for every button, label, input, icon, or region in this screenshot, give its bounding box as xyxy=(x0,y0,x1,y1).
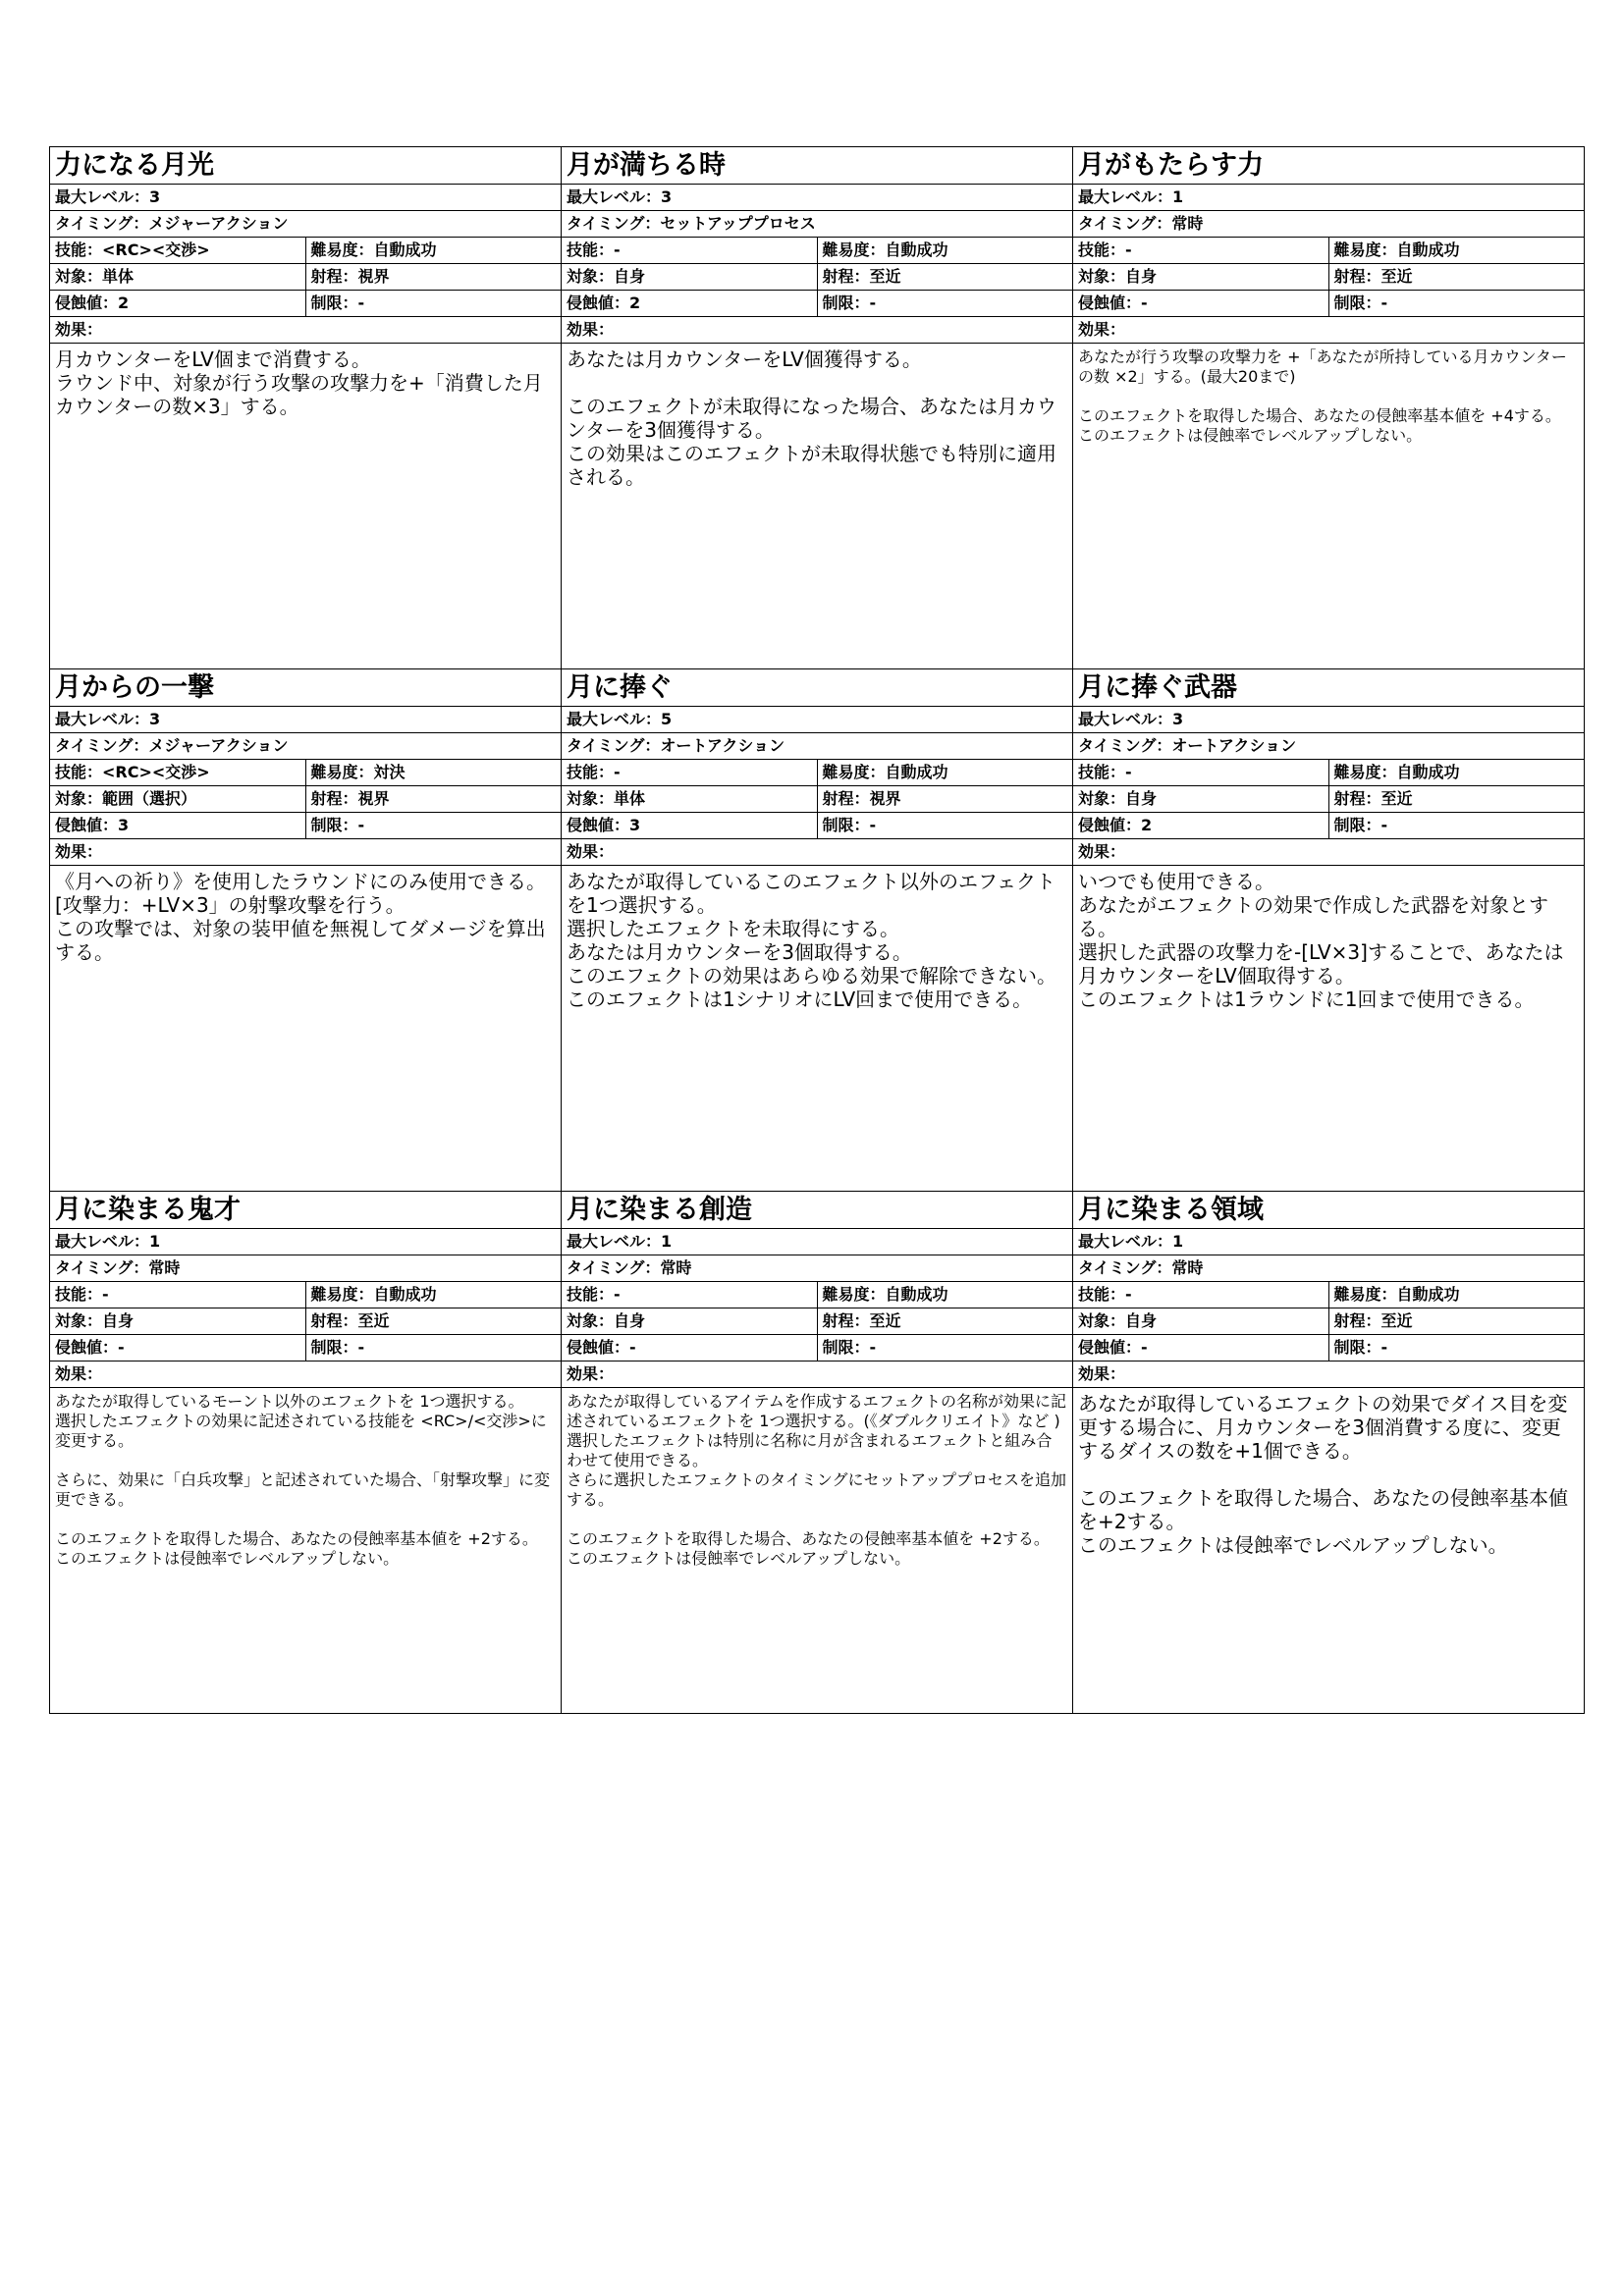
skill-row xyxy=(50,1282,561,1308)
effect-sheet xyxy=(49,146,1585,1714)
skill-label: 技能： xyxy=(567,240,615,259)
effect-card xyxy=(562,1192,1073,1714)
range-value: 至近 xyxy=(869,1311,901,1330)
limit-label: 制限： xyxy=(1333,1338,1381,1357)
difficulty-value: 自動成功 xyxy=(1396,1285,1460,1304)
target-label: 対象： xyxy=(1078,267,1126,286)
max-level-label: 最大レベル： xyxy=(567,1232,662,1251)
skill-row xyxy=(50,238,561,264)
target-value: 単体 xyxy=(614,789,646,808)
target-row xyxy=(1073,786,1584,813)
skill-label: 技能： xyxy=(567,1285,615,1304)
effect-name: 月に捧ぐ xyxy=(562,669,1072,707)
effect-label-row xyxy=(50,317,561,344)
erosion-value: 2 xyxy=(1141,816,1153,834)
difficulty-value: 自動成功 xyxy=(1396,240,1460,259)
range-value: 視界 xyxy=(357,267,390,286)
range-value: 至近 xyxy=(1380,1311,1413,1330)
max-level-row xyxy=(1073,1229,1584,1255)
target-label: 対象： xyxy=(567,267,615,286)
difficulty-label: 難易度： xyxy=(1333,240,1397,259)
target-row xyxy=(50,1308,561,1335)
limit-label: 制限： xyxy=(822,294,870,312)
effect-label: 効果： xyxy=(1078,1364,1126,1383)
limit-label: 制限： xyxy=(310,816,358,834)
target-row xyxy=(562,1308,1072,1335)
effect-label-row xyxy=(562,317,1072,344)
max-level-label: 最大レベル： xyxy=(55,710,150,728)
timing-label: タイミング： xyxy=(1078,736,1172,755)
max-level-label: 最大レベル： xyxy=(567,710,662,728)
range-value: 視界 xyxy=(357,789,390,808)
effect-name: 月がもたらす力 xyxy=(1073,147,1584,185)
range-value: 至近 xyxy=(1380,789,1413,808)
target-value: 自身 xyxy=(1125,789,1158,808)
timing-value: 常時 xyxy=(148,1258,181,1277)
target-label: 対象： xyxy=(55,789,103,808)
target-row xyxy=(50,264,561,291)
skill-label: 技能： xyxy=(55,240,103,259)
difficulty-value: 自動成功 xyxy=(373,1285,437,1304)
limit-value: - xyxy=(1380,816,1388,834)
erosion-value: 2 xyxy=(629,294,641,312)
erosion-row xyxy=(50,1335,561,1362)
target-row xyxy=(1073,1308,1584,1335)
max-level-label: 最大レベル： xyxy=(1078,1232,1173,1251)
timing-label: タイミング： xyxy=(1078,1258,1172,1277)
skill-row xyxy=(1073,760,1584,786)
erosion-label: 侵蝕値： xyxy=(55,1338,119,1357)
skill-label: 技能： xyxy=(55,1285,103,1304)
limit-value: - xyxy=(1380,294,1388,312)
effect-label-row xyxy=(1073,839,1584,866)
max-level-label: 最大レベル： xyxy=(1078,187,1173,206)
range-label: 射程： xyxy=(1333,267,1381,286)
difficulty-value: 自動成功 xyxy=(885,1285,948,1304)
limit-value: - xyxy=(1380,1338,1388,1357)
target-row xyxy=(562,264,1072,291)
timing-row xyxy=(50,733,561,760)
skill-value: - xyxy=(614,240,621,259)
effect-label: 効果： xyxy=(567,320,615,339)
target-value: 範囲（選択） xyxy=(102,789,197,808)
skill-value: <RC><交渉> xyxy=(102,240,210,259)
erosion-label: 侵蝕値： xyxy=(1078,294,1142,312)
limit-value: - xyxy=(357,816,365,834)
target-value: 単体 xyxy=(102,267,135,286)
difficulty-label: 難易度： xyxy=(1333,763,1397,781)
range-label: 射程： xyxy=(310,789,358,808)
effect-text: あなたが取得しているアイテムを作成するエフェクトの名称が効果に記述されているエフェクトを 1つ選択する。(《ダブルクリエイト》など ) 選択したエフェクトは特別に名称に月が含まれるエフェクトと組み合わせて使用できる。 さらに選択したエフェクトのタイミングにセットアッププロセスを追加する。 このエフェクトを取得した場合、あなたの侵蝕率基本値を +2する。 このエフェクトは侵蝕率でレベルアップしない。 xyxy=(567,1392,1066,1568)
max-level-row xyxy=(562,707,1072,733)
effect-text: あなたが取得しているこのエフェクト以外のエフェクトを1つ選択する。 選択したエフェクトを未取得にする。 あなたは月カウンターを3個取得する。 このエフェクトの効果はあらゆる効果で解除できない。 このエフェクトは1シナリオにLV回まで使用できる。 xyxy=(567,870,1056,1011)
difficulty-label: 難易度： xyxy=(310,763,374,781)
max-level-value: 5 xyxy=(661,710,673,728)
skill-value: - xyxy=(614,1285,621,1304)
difficulty-label: 難易度： xyxy=(310,240,374,259)
max-level-value: 3 xyxy=(149,710,161,728)
range-label: 射程： xyxy=(310,1311,358,1330)
limit-label: 制限： xyxy=(310,294,358,312)
effect-text: あなたが行う攻撃の攻撃力を +「あなたが所持している月カウンターの数 ×2」する。(最大20まで) このエフェクトを取得した場合、あなたの侵蝕率基本値を +4する。 このエフェクトは侵蝕率でレベルアップしない。 xyxy=(1078,347,1567,445)
timing-label: タイミング： xyxy=(567,1258,661,1277)
skill-row xyxy=(50,760,561,786)
difficulty-value: 自動成功 xyxy=(1396,763,1460,781)
skill-label: 技能： xyxy=(55,763,103,781)
difficulty-label: 難易度： xyxy=(310,1285,374,1304)
skill-label: 技能： xyxy=(1078,1285,1126,1304)
timing-label: タイミング： xyxy=(55,214,149,233)
timing-row xyxy=(562,733,1072,760)
skill-label: 技能： xyxy=(1078,763,1126,781)
range-value: 視界 xyxy=(869,789,901,808)
max-level-value: 1 xyxy=(1172,187,1184,206)
effect-card xyxy=(1073,147,1585,669)
max-level-row xyxy=(1073,185,1584,211)
skill-label: 技能： xyxy=(567,763,615,781)
effect-card xyxy=(50,147,562,669)
max-level-row xyxy=(50,707,561,733)
difficulty-label: 難易度： xyxy=(822,1285,886,1304)
target-value: 自身 xyxy=(102,1311,135,1330)
effect-label-row xyxy=(1073,1362,1584,1388)
skill-row xyxy=(1073,1282,1584,1308)
skill-row xyxy=(562,238,1072,264)
limit-label: 制限： xyxy=(822,816,870,834)
effect-card xyxy=(562,147,1073,669)
timing-value: 常時 xyxy=(1171,1258,1204,1277)
max-level-label: 最大レベル： xyxy=(55,1232,150,1251)
timing-value: セットアッププロセス xyxy=(660,214,816,233)
range-value: 至近 xyxy=(357,1311,390,1330)
difficulty-label: 難易度： xyxy=(1333,1285,1397,1304)
effect-name: 月に染まる鬼才 xyxy=(50,1192,561,1229)
max-level-value: 3 xyxy=(149,187,161,206)
effect-name: 月からの一撃 xyxy=(50,669,561,707)
limit-value: - xyxy=(869,294,877,312)
effect-name: 月に捧ぐ武器 xyxy=(1073,669,1584,707)
effect-card xyxy=(1073,1192,1585,1714)
limit-value: - xyxy=(357,294,365,312)
erosion-value: 3 xyxy=(629,816,641,834)
limit-value: - xyxy=(869,1338,877,1357)
effect-name: 月に染まる創造 xyxy=(562,1192,1072,1229)
effect-label: 効果： xyxy=(1078,842,1126,861)
effect-name: 月が満ちる時 xyxy=(562,147,1072,185)
max-level-label: 最大レベル： xyxy=(1078,710,1173,728)
erosion-row xyxy=(1073,1335,1584,1362)
effect-card xyxy=(562,669,1073,1192)
max-level-label: 最大レベル： xyxy=(55,187,150,206)
target-value: 自身 xyxy=(1125,1311,1158,1330)
skill-value: - xyxy=(1125,763,1132,781)
timing-row xyxy=(1073,1255,1584,1282)
target-value: 自身 xyxy=(1125,267,1158,286)
max-level-value: 1 xyxy=(661,1232,673,1251)
effect-label-row xyxy=(562,839,1072,866)
erosion-label: 侵蝕値： xyxy=(1078,816,1142,834)
erosion-row xyxy=(1073,291,1584,317)
difficulty-value: 自動成功 xyxy=(885,763,948,781)
erosion-label: 侵蝕値： xyxy=(1078,1338,1142,1357)
timing-row xyxy=(50,1255,561,1282)
timing-label: タイミング： xyxy=(567,736,661,755)
target-label: 対象： xyxy=(1078,789,1126,808)
effect-text: あなたが取得しているモーント以外のエフェクトを 1つ選択する。 選択したエフェクトの効果に記述されている技能を <RC>/<交渉>に変更する。 さらに、効果に「白兵攻撃」と記述されていた場合、「射撃攻撃」に変更できる。 このエフェクトを取得した場合、あなたの侵蝕率基本値を +2する。 このエフェクトは侵蝕率でレベルアップしない。 xyxy=(55,1392,551,1568)
effect-label-row xyxy=(1073,317,1584,344)
difficulty-label: 難易度： xyxy=(822,240,886,259)
max-level-value: 1 xyxy=(1172,1232,1184,1251)
timing-row xyxy=(562,1255,1072,1282)
erosion-value: - xyxy=(118,1338,125,1357)
effect-name: 月に染まる領域 xyxy=(1073,1192,1584,1229)
effect-label: 効果： xyxy=(567,1364,615,1383)
range-label: 射程： xyxy=(822,789,870,808)
effect-text: 月カウンターをLV個まで消費する。 ラウンド中、対象が行う攻撃の攻撃力を+「消費した月カウンターの数×3」する。 xyxy=(55,347,543,418)
erosion-row xyxy=(562,1335,1072,1362)
effect-text: 《月への祈り》を使用したラウンドにのみ使用できる。 [攻撃力：+LV×3」の射撃攻撃を行う。 この攻撃では、対象の装甲値を無視してダメージを算出する。 xyxy=(55,870,546,964)
range-label: 射程： xyxy=(1333,789,1381,808)
effect-label-row xyxy=(562,1362,1072,1388)
effect-label: 効果： xyxy=(55,320,103,339)
erosion-value: 2 xyxy=(118,294,130,312)
range-label: 射程： xyxy=(822,267,870,286)
timing-label: タイミング： xyxy=(55,736,149,755)
max-level-value: 3 xyxy=(661,187,673,206)
effect-label: 効果： xyxy=(567,842,615,861)
skill-label: 技能： xyxy=(1078,240,1126,259)
max-level-value: 1 xyxy=(149,1232,161,1251)
timing-value: オートアクション xyxy=(660,736,785,755)
limit-label: 制限： xyxy=(822,1338,870,1357)
range-label: 射程： xyxy=(822,1311,870,1330)
effect-text: いつでも使用できる。 あなたがエフェクトの効果で作成した武器を対象とする。 選択した武器の攻撃力を-[LV×3]することで、あなたは月カウンターをLV個取得する。 このエフェクトは1ラウンドに1回まで使用できる。 xyxy=(1078,870,1564,1011)
skill-row xyxy=(1073,238,1584,264)
target-label: 対象： xyxy=(1078,1311,1126,1330)
range-value: 至近 xyxy=(1380,267,1413,286)
target-label: 対象： xyxy=(567,1311,615,1330)
effect-name: 力になる月光 xyxy=(50,147,561,185)
limit-label: 制限： xyxy=(1333,294,1381,312)
difficulty-value: 自動成功 xyxy=(885,240,948,259)
target-label: 対象： xyxy=(55,267,103,286)
skill-value: - xyxy=(102,1285,109,1304)
limit-label: 制限： xyxy=(1333,816,1381,834)
difficulty-value: 対決 xyxy=(373,763,406,781)
max-level-row xyxy=(562,185,1072,211)
erosion-label: 侵蝕値： xyxy=(567,1338,630,1357)
limit-value: - xyxy=(357,1338,365,1357)
erosion-label: 侵蝕値： xyxy=(55,816,119,834)
erosion-row xyxy=(562,291,1072,317)
effect-label-row xyxy=(50,839,561,866)
timing-value: オートアクション xyxy=(1171,736,1297,755)
timing-value: メジャーアクション xyxy=(148,214,289,233)
target-row xyxy=(1073,264,1584,291)
erosion-label: 侵蝕値： xyxy=(55,294,119,312)
skill-value: <RC><交渉> xyxy=(102,763,210,781)
max-level-row xyxy=(1073,707,1584,733)
erosion-value: - xyxy=(629,1338,636,1357)
skill-value: - xyxy=(614,763,621,781)
target-value: 自身 xyxy=(614,267,646,286)
max-level-label: 最大レベル： xyxy=(567,187,662,206)
effect-label: 効果： xyxy=(55,1364,103,1383)
timing-label: タイミング： xyxy=(55,1258,149,1277)
range-label: 射程： xyxy=(1333,1311,1381,1330)
erosion-row xyxy=(50,813,561,839)
timing-label: タイミング： xyxy=(1078,214,1172,233)
skill-value: - xyxy=(1125,1285,1132,1304)
max-level-row xyxy=(562,1229,1072,1255)
erosion-value: - xyxy=(1141,1338,1148,1357)
skill-row xyxy=(562,1282,1072,1308)
effect-text: あなたは月カウンターをLV個獲得する。 このエフェクトが未取得になった場合、あなたは月カウンターを3個獲得する。 この効果はこのエフェクトが未取得状態でも特別に適用される。 xyxy=(567,347,1056,489)
effect-text: あなたが取得しているエフェクトの効果でダイス目を変更する場合に、月カウンターを3個消費する度に、変更するダイスの数を+1個できる。 このエフェクトを取得した場合、あなたの侵蝕率基本値を+2する。 このエフェクトは侵蝕率でレベルアップしない。 xyxy=(1078,1392,1568,1557)
target-label: 対象： xyxy=(567,789,615,808)
target-row xyxy=(562,786,1072,813)
timing-value: メジャーアクション xyxy=(148,736,289,755)
erosion-label: 侵蝕値： xyxy=(567,816,630,834)
limit-value: - xyxy=(869,816,877,834)
timing-row xyxy=(562,211,1072,238)
skill-value: - xyxy=(1125,240,1132,259)
limit-label: 制限： xyxy=(310,1338,358,1357)
max-level-value: 3 xyxy=(1172,710,1184,728)
erosion-row xyxy=(562,813,1072,839)
max-level-row xyxy=(50,1229,561,1255)
timing-value: 常時 xyxy=(660,1258,692,1277)
timing-row xyxy=(1073,733,1584,760)
erosion-row xyxy=(50,291,561,317)
timing-row xyxy=(1073,211,1584,238)
effect-card xyxy=(50,1192,562,1714)
target-row xyxy=(50,786,561,813)
range-label: 射程： xyxy=(310,267,358,286)
effect-label-row xyxy=(50,1362,561,1388)
timing-row xyxy=(50,211,561,238)
effect-label: 効果： xyxy=(55,842,103,861)
timing-label: タイミング： xyxy=(567,214,661,233)
erosion-value: - xyxy=(1141,294,1148,312)
effect-label: 効果： xyxy=(1078,320,1126,339)
target-label: 対象： xyxy=(55,1311,103,1330)
timing-value: 常時 xyxy=(1171,214,1204,233)
skill-row xyxy=(562,760,1072,786)
max-level-row xyxy=(50,185,561,211)
effect-card xyxy=(50,669,562,1192)
difficulty-label: 難易度： xyxy=(822,763,886,781)
difficulty-value: 自動成功 xyxy=(373,240,437,259)
erosion-value: 3 xyxy=(118,816,130,834)
range-value: 至近 xyxy=(869,267,901,286)
target-value: 自身 xyxy=(614,1311,646,1330)
erosion-row xyxy=(1073,813,1584,839)
erosion-label: 侵蝕値： xyxy=(567,294,630,312)
effect-card xyxy=(1073,669,1585,1192)
